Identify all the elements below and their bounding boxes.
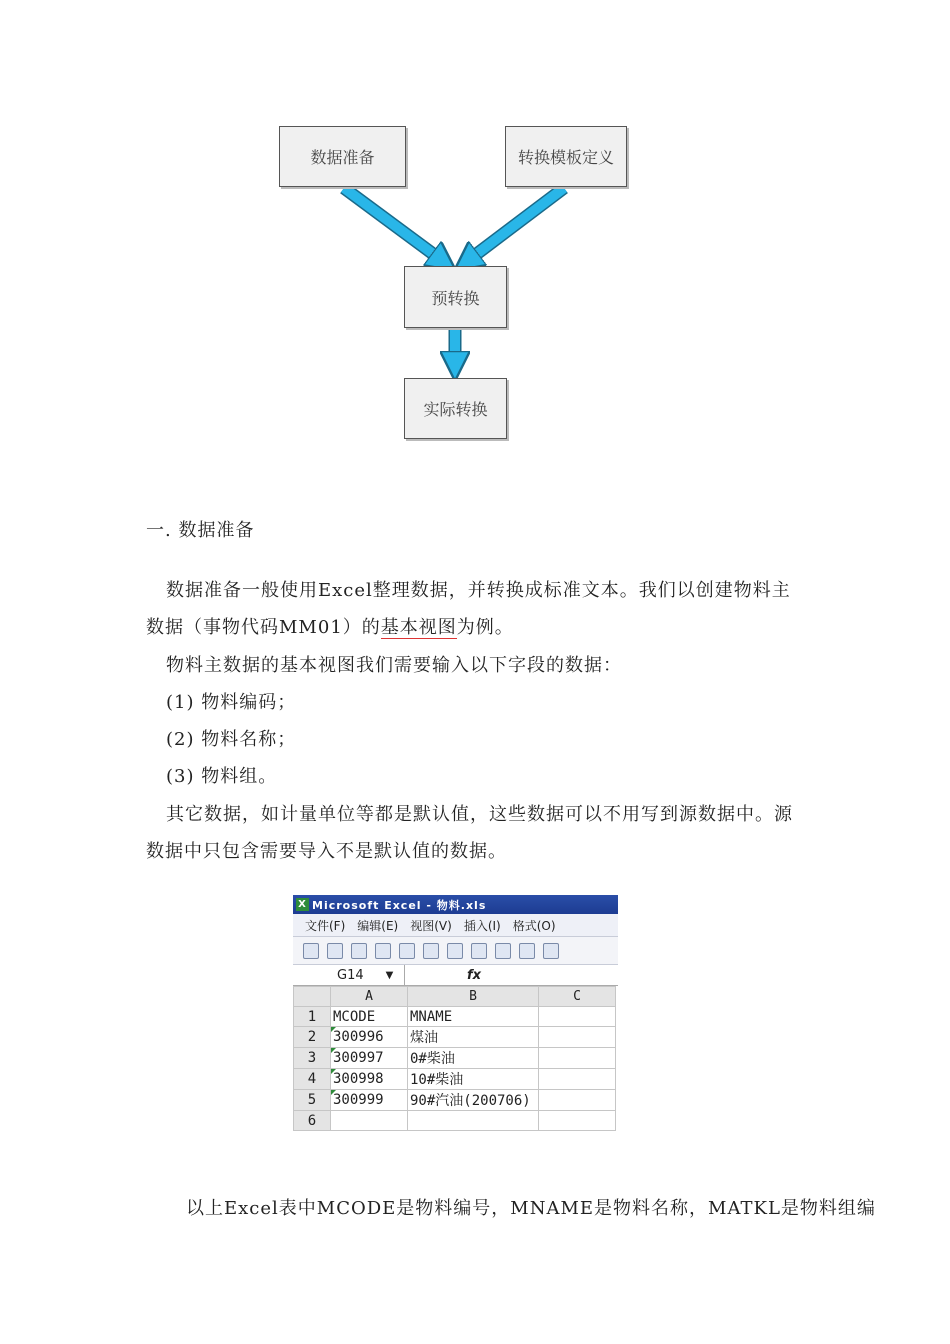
excel-menu-bar <box>293 914 618 937</box>
paragraph-4: 以上Excel表中MCODE是物料编号，MNAME是物料名称，MATKL是物料组编 <box>186 1198 876 1219</box>
excel-screenshot <box>293 895 618 1133</box>
new-icon[interactable] <box>303 943 319 959</box>
permission-icon[interactable] <box>375 943 391 959</box>
basic-view-link[interactable]: 基本视图 <box>380 617 457 638</box>
table-row <box>294 1111 616 1131</box>
open-icon[interactable] <box>327 943 343 959</box>
column-header-b[interactable]: B <box>408 987 539 1007</box>
box-actual-convert: 实际转换 <box>404 378 507 439</box>
save-icon[interactable] <box>351 943 367 959</box>
row-header[interactable]: 2 <box>294 1027 331 1048</box>
column-header-c[interactable]: C <box>539 987 616 1007</box>
paragraph-1-text: 数据（事物代码MM01）的 <box>146 617 381 638</box>
table-row <box>294 1090 616 1111</box>
excel-title-bar <box>293 895 618 914</box>
cell-b4[interactable]: 10#柴油 <box>408 1069 539 1090</box>
cell-a3[interactable]: 300997 <box>331 1048 408 1069</box>
paragraph-2: 物料主数据的基本视图我们需要输入以下字段的数据： <box>166 655 622 676</box>
row-header[interactable]: 3 <box>294 1048 331 1069</box>
cell-a6[interactable] <box>331 1111 408 1131</box>
cell-b2[interactable]: 煤油 <box>408 1027 539 1048</box>
cell-b5[interactable]: 90#汽油(200706) <box>408 1090 539 1111</box>
row-header[interactable]: 6 <box>294 1111 331 1131</box>
menu-insert[interactable]: 插入(I) <box>463 918 501 933</box>
cell-a1[interactable]: MCODE <box>331 1007 408 1027</box>
excel-logo-icon: X <box>296 898 309 911</box>
cell-c4[interactable] <box>539 1069 616 1090</box>
name-box[interactable] <box>293 965 405 985</box>
list-item-3: (3) 物料组。 <box>166 766 278 787</box>
cell-c1[interactable] <box>539 1007 616 1027</box>
corner-cell[interactable] <box>294 987 331 1007</box>
row-header[interactable]: 4 <box>294 1069 331 1090</box>
copy-icon[interactable] <box>471 943 487 959</box>
undo-icon[interactable] <box>519 943 535 959</box>
list-item-2: (2) 物料名称； <box>166 729 297 750</box>
paragraph-3-line-2: 数据中只包含需要导入不是默认值的数据。 <box>146 841 507 862</box>
cell-c3[interactable] <box>539 1048 616 1069</box>
excel-toolbar <box>293 937 618 965</box>
box-data-prep: 数据准备 <box>279 126 406 187</box>
fx-icon[interactable]: fx <box>467 967 482 983</box>
menu-format[interactable]: 格式(O) <box>512 918 556 933</box>
paragraph-3-line-1: 其它数据，如计量单位等都是默认值，这些数据可以不用写到源数据中。源 <box>166 804 793 825</box>
excel-title: Microsoft Excel - 物料.xls <box>312 898 487 912</box>
list-item-1: (1) 物料编码； <box>166 692 297 713</box>
hyperlink-icon[interactable] <box>543 943 559 959</box>
research-icon[interactable] <box>447 943 463 959</box>
paragraph-1-line-1: 数据准备一般使用Excel整理数据，并转换成标准文本。我们以创建物料主 <box>166 580 791 601</box>
box-template-def: 转换模板定义 <box>505 126 627 187</box>
paste-icon[interactable] <box>495 943 511 959</box>
row-header[interactable]: 5 <box>294 1090 331 1111</box>
section-heading: 一. 数据准备 <box>146 520 255 541</box>
table-row <box>294 1007 616 1027</box>
menu-view[interactable]: 视图(V) <box>410 918 452 933</box>
menu-edit[interactable]: 编辑(E) <box>357 918 399 933</box>
print-icon[interactable] <box>423 943 439 959</box>
formula-bar <box>293 965 618 986</box>
cell-c6[interactable] <box>539 1111 616 1131</box>
box-pre-convert: 预转换 <box>404 266 507 328</box>
name-box-value: G14 <box>337 967 364 983</box>
cell-b3[interactable]: 0#柴油 <box>408 1048 539 1069</box>
cell-a5[interactable]: 300999 <box>331 1090 408 1111</box>
table-row <box>294 1027 616 1048</box>
cell-c2[interactable] <box>539 1027 616 1048</box>
cell-a4[interactable]: 300998 <box>331 1069 408 1090</box>
spreadsheet-grid <box>293 986 616 1131</box>
paragraph-1-end: 为例。 <box>456 617 514 638</box>
chevron-down-icon[interactable]: ▼ <box>385 969 394 981</box>
print-preview-icon[interactable] <box>399 943 415 959</box>
table-row <box>294 1048 616 1069</box>
menu-file[interactable]: 文件(F) <box>305 918 346 933</box>
row-header[interactable]: 1 <box>294 1007 331 1027</box>
cell-b1[interactable]: MNAME <box>408 1007 539 1027</box>
table-row <box>294 1069 616 1090</box>
column-header-a[interactable]: A <box>331 987 408 1007</box>
cell-b6[interactable] <box>408 1111 539 1131</box>
cell-c5[interactable] <box>539 1090 616 1111</box>
cell-a2[interactable]: 300996 <box>331 1027 408 1048</box>
paragraph-1-line-2 <box>146 613 514 639</box>
